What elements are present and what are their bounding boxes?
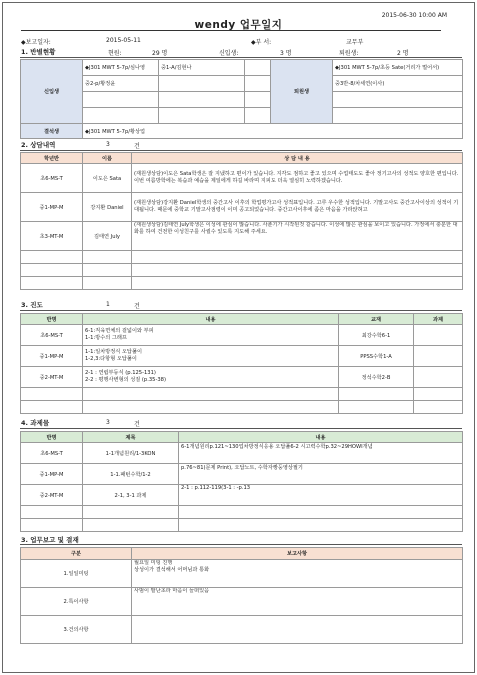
section-1-divider	[20, 57, 462, 58]
progress-header-hw: 과제	[414, 314, 463, 325]
current-label: 현원:	[108, 50, 122, 57]
progress-line: 2-1 : 연립부등식 (p.125-131)	[85, 369, 156, 376]
withdraw-entry: ◆J301 MWT 5-7p/초등 Sate(거리가 멀어서)	[333, 60, 463, 76]
new-student-entry: 중2-p/황정윤	[83, 76, 159, 92]
page-title: wendy 업무일지	[194, 19, 283, 31]
new-student-entry	[245, 108, 271, 124]
consult-empty	[21, 277, 83, 290]
report-category: 1.일일미팅	[21, 560, 132, 588]
consult-count: 3	[106, 141, 110, 148]
progress-line: 1-2,3:다항형 오답풀이	[85, 356, 137, 362]
new-student-entry	[245, 76, 271, 92]
withdraw-entry	[333, 92, 463, 108]
report-line: 월요일 미팅 진행	[134, 560, 173, 566]
homework-content: 6-1개념원리p.121~130업차방정식응용 오답풀6-2 시고력수학p.32~29HOWI개념	[179, 443, 463, 464]
consult-empty	[132, 277, 463, 290]
consult-empty	[132, 264, 463, 277]
section-4-divider	[20, 428, 462, 429]
progress-header-content: 내용	[83, 314, 339, 325]
progress-line: 2-2 : 평행사변형의 성질 (p.35-38)	[85, 377, 166, 383]
new-student-entry	[245, 60, 271, 76]
consult-empty	[83, 251, 132, 264]
new-student-entry: 중1-A/김현나	[159, 60, 245, 76]
progress-line: 1-1:방수의 그래프	[85, 335, 127, 341]
section-class-status-title: 1. 반별현황	[21, 48, 56, 56]
consult-empty	[21, 251, 83, 264]
progress-empty	[83, 401, 339, 414]
withdraw-entry	[333, 108, 463, 124]
consult-content: (재원생상담)이도은 Sata학생은 잘 지냈하고 편이가 있습니다. 지각도 점하고 좋고 있으며 수업태도도 좋아 정기고사의 성적도 양호한 편입니다. 이번 여름방학에는 복습과 예습을 제일에게 하길 바라며 지피도 더욱 열심히 노력하겠습니다.	[132, 164, 463, 193]
progress-empty	[21, 388, 83, 401]
consult-class: 초3-MT-M	[21, 222, 83, 251]
homework-unit: 건	[134, 421, 140, 428]
homework-empty	[21, 506, 83, 519]
homework-table	[20, 431, 463, 532]
absent-entry: ◆J301 MWT 5-7p/황상업	[83, 124, 463, 139]
consult-header-name: 이름	[83, 153, 132, 164]
report-line: 사범이 팔난초라 마음이 들떠있음	[134, 588, 210, 594]
homework-class: 초6-MS-T	[21, 443, 83, 464]
progress-empty	[21, 401, 83, 414]
new-student-entry	[159, 92, 245, 108]
new-student-label: 신입생:	[219, 50, 239, 57]
withdraw-label: 퇴원생:	[339, 50, 359, 57]
withdraw-entry: 중3반-8/차세연(이사)	[333, 76, 463, 92]
new-student-entry	[83, 92, 159, 108]
section-homework-title: 4. 과제물	[21, 419, 50, 427]
timestamp: 2015-06-30 10:00 AM	[381, 12, 447, 19]
report-header-category: 구분	[21, 548, 132, 560]
consult-header-content: 상 담 내 용	[132, 153, 463, 164]
class-status-table	[20, 59, 463, 139]
consult-content: (재원생상담)김태연 July학생은 이성에 관심이 많습니다. 사춘기가 시작된것 같습니다. 이성에 많은 관심을 보이고 있습니다. 가정에서 충분한 대화를 하여 건전한 이성친구를 사귈수 있도록 지도해 주세요.	[132, 222, 463, 251]
progress-empty	[414, 401, 463, 414]
section-consult-label: 2. 상담내역	[21, 141, 56, 149]
report-category: 3.건의사항	[21, 616, 132, 644]
new-student-entry	[159, 76, 245, 92]
progress-empty	[339, 388, 414, 401]
homework-class: 중1-MP-M	[21, 464, 83, 485]
withdraw-count: 2 명	[397, 50, 409, 57]
progress-hw	[414, 367, 463, 388]
consult-student: 김태연 July	[83, 222, 132, 251]
homework-content: 2-1 : p.112-119(3-1 : -p.13	[179, 485, 463, 506]
homework-header-class: 반명	[21, 432, 83, 443]
homework-empty	[21, 519, 83, 532]
progress-line: 1-1:일차방정식 오답풀이	[85, 348, 142, 355]
homework-title: 1-1개념원리/1-3KON	[83, 443, 179, 464]
section-report-title: 3. 업무보고 및 결재	[21, 536, 79, 544]
progress-count: 1	[106, 301, 110, 308]
homework-title: 1-1.패턴수학/1-2	[83, 464, 179, 485]
report-date: 2015-05-11	[106, 37, 141, 44]
progress-table	[20, 313, 463, 414]
report-table	[20, 547, 463, 644]
homework-content: p.76~81(문제 Print), 오답노트, 수학자빵둥영상필기	[179, 464, 463, 485]
consult-table	[20, 152, 463, 290]
new-student-entry: ◆J301 MWT 5-7p/심나영	[83, 60, 159, 76]
section-consult-title	[21, 140, 55, 149]
new-student-entry	[83, 108, 159, 124]
progress-class: 중1-MP-M	[21, 346, 83, 367]
progress-hw	[414, 346, 463, 367]
report-header-content: 보고사항	[132, 548, 463, 560]
report-category: 2.특이사항	[21, 588, 132, 616]
progress-empty	[83, 388, 339, 401]
report-date-label: ◆보고일자:	[21, 39, 51, 46]
section-3-divider	[20, 310, 462, 311]
dept-label: ◆부 서:	[251, 39, 272, 46]
section-5-divider	[20, 544, 462, 545]
section-2-divider	[20, 150, 462, 151]
homework-empty	[179, 519, 463, 532]
report-line: 상성이가 결석해서 어머님과 통화	[134, 567, 210, 574]
progress-empty	[414, 388, 463, 401]
new-student-entry	[159, 108, 245, 124]
consult-header-class: 학년반	[21, 153, 83, 164]
homework-empty	[83, 506, 179, 519]
consult-content: (재원생상담)강지환 Daniel학생의 중간고사 이후의 학업평가고사 성적표입니다. 고루 우수한 성적입니다. 기말고사도 중간고사이상의 성적이 기대됩니다. 때문에 중학교 기말고사점령이 이미 공고되었습니다. 중간고사이후에 좀은 마음을 가라앉혀고	[132, 193, 463, 222]
progress-book: 정석수학2-B	[339, 367, 414, 388]
progress-empty	[339, 401, 414, 414]
homework-header-content: 내용	[179, 432, 463, 443]
progress-hw	[414, 325, 463, 346]
consult-class: 중1-MP-M	[21, 193, 83, 222]
progress-class: 초6-MS-T	[21, 325, 83, 346]
section-progress-title: 3. 진도	[21, 301, 43, 309]
progress-line: 6-1:직육면체의 겉넓이와 부피	[85, 327, 154, 334]
progress-unit: 건	[134, 303, 140, 310]
consult-empty	[83, 277, 132, 290]
consult-unit: 건	[134, 143, 140, 150]
title-divider	[21, 30, 441, 31]
homework-header-title: 제목	[83, 432, 179, 443]
dept-value: 교무부	[346, 39, 364, 46]
current-count: 29 명	[152, 50, 168, 57]
consult-class: 초6-MS-T	[21, 164, 83, 193]
consult-student: 강지환 Daniel	[83, 193, 132, 222]
progress-book: PPSS수학1-A	[339, 346, 414, 367]
progress-header-book: 교재	[339, 314, 414, 325]
homework-title: 2-1, 3-1 과제	[83, 485, 179, 506]
homework-empty	[83, 519, 179, 532]
withdraw-row-label: 퇴원생	[271, 60, 333, 124]
homework-empty	[179, 506, 463, 519]
consult-student: 이도은 Sata	[83, 164, 132, 193]
new-student-row-label: 신입생	[21, 60, 83, 124]
new-student-count: 3 명	[280, 50, 292, 57]
consult-empty	[83, 264, 132, 277]
consult-empty	[21, 264, 83, 277]
absent-row-label: 결석생	[21, 124, 83, 139]
homework-class: 중2-MT-M	[21, 485, 83, 506]
homework-count: 3	[106, 419, 110, 426]
consult-empty	[132, 251, 463, 264]
progress-book: 최강수학6-1	[339, 325, 414, 346]
progress-header-class: 반명	[21, 314, 83, 325]
report-line	[132, 616, 463, 644]
progress-class: 중2-MT-M	[21, 367, 83, 388]
new-student-entry	[245, 92, 271, 108]
